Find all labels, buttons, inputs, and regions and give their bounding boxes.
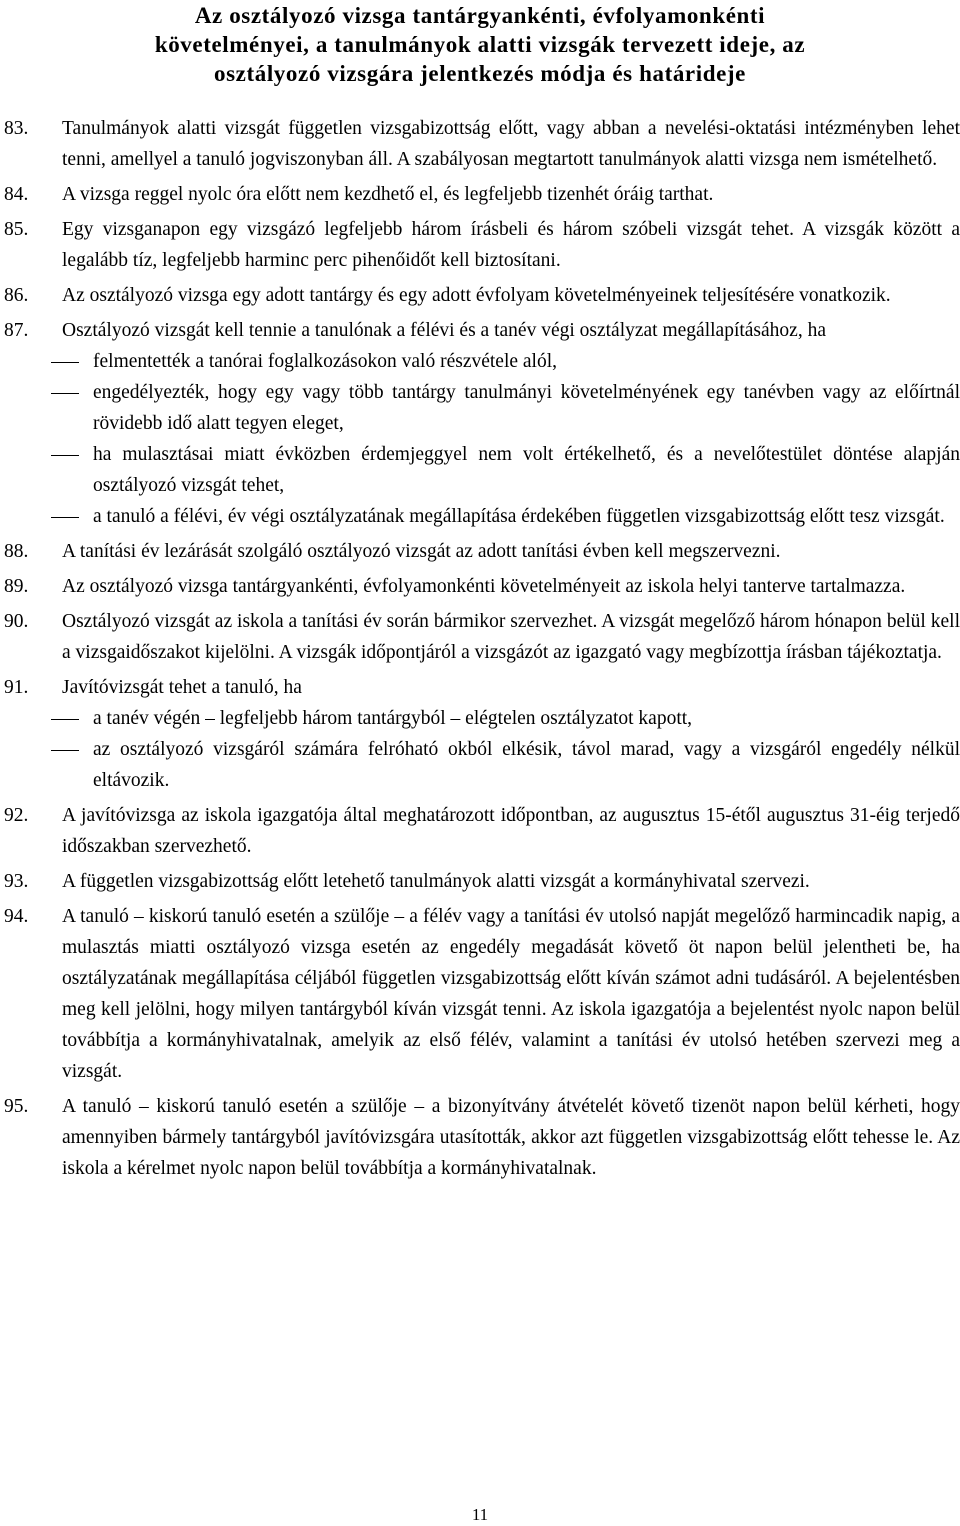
list-item xyxy=(4,1091,960,1184)
item-number: 90. xyxy=(4,611,29,632)
list-item xyxy=(4,672,960,796)
dash-item-text: engedélyezték, hogy egy vagy több tantárgy tanulmányi követelményének egy tanévben vagy az előírtnál rövidebb idő alatt tegyen eleget, xyxy=(93,382,960,434)
item-number: 83. xyxy=(4,118,29,139)
list-item xyxy=(4,113,960,175)
dash-bullet-icon xyxy=(51,362,79,363)
dash-list-item xyxy=(4,439,960,501)
item-number: 86. xyxy=(4,285,29,306)
item-text: A tanuló – kiskorú tanuló esetén a szülője – a félév vagy a tanítási év utolsó napját megelőző harmincadik napig, a mulasztás miatti osztályozó vizsga esetén az engedély megadását követő öt napon belül jelentheti be, ha osztályzatának megállapítása céljából független vizsgabizottság előtt kíván számot adni tudásáról. A bejelentésben meg kell jelölni, hogy milyen tantárgyból kíván vizsgát tenni. Az iskola igazgatója a bejelentést nyolc napon belül továbbítja a kormányhivatalnak, amelyik az első félév, valamint a tanítási év utolsó hetében szervezi meg a vizsgát. xyxy=(62,906,960,1082)
item-number: 92. xyxy=(4,805,29,826)
title-line-2: követelményei, a tanulmányok alatti vizsgák tervezett ideje, az xyxy=(154,32,806,57)
title-line-3: osztályozó vizsgára jelentkezés módja és határideje xyxy=(214,61,746,86)
item-number: 88. xyxy=(4,541,29,562)
dash-item-text: felmentették a tanórai foglalkozásokon való részvétele alól, xyxy=(93,351,558,372)
item-number: 89. xyxy=(4,576,29,597)
dash-bullet-icon xyxy=(51,750,79,751)
dash-item-text: a tanuló a félévi, év végi osztályzatának megállapítása érdekében független vizsgabizottság előtt tesz vizsgát. xyxy=(93,506,945,527)
list-item xyxy=(4,315,960,532)
list-item xyxy=(4,800,960,862)
dash-list-item xyxy=(4,377,960,439)
list-item xyxy=(4,214,960,276)
list-item xyxy=(4,536,960,567)
dash-item-text: ha mulasztásai miatt évközben érdemjeggyel nem volt értékelhető, és a nevelőtestület döntése alapján osztályozó vizsgát tehet, xyxy=(93,444,960,496)
dash-list-item xyxy=(4,734,960,796)
dash-bullet-icon xyxy=(51,455,79,456)
dash-list-item xyxy=(4,703,960,734)
item-number: 91. xyxy=(4,677,29,698)
list-item xyxy=(4,571,960,602)
dash-list-item xyxy=(4,501,960,532)
item-text: Osztályozó vizsgát kell tennie a tanulónak a félévi és a tanév végi osztályzat megállapításához, ha xyxy=(62,320,826,341)
item-text: Az osztályozó vizsga egy adott tantárgy és egy adott évfolyam követelményeinek teljesítésére vonatkozik. xyxy=(62,285,891,306)
list-item xyxy=(4,179,960,210)
item-number: 85. xyxy=(4,219,29,240)
item-text: Az osztályozó vizsga tantárgyankénti, évfolyamonkénti követelményeit az iskola helyi tanterve tartalmazza. xyxy=(62,576,906,597)
item-text: A tanuló – kiskorú tanuló esetén a szülője – a bizonyítvány átvételét követő tizenöt napon belül kérheti, hogy amennyiben bármely tantárgyból javítóvizsgára utasították, akkor azt független vizsgabizottság előtt tehesse le. Az iskola a kérelmet nyolc napon belül továbbítja a kormányhivatalnak. xyxy=(62,1096,960,1179)
title-line-1: Az osztályozó vizsga tantárgyankénti, évfolyamonkénti xyxy=(194,3,766,28)
item-text: A tanítási év lezárását szolgáló osztályozó vizsgát az adott tanítási évben kell megszervezni. xyxy=(62,541,781,562)
item-text: A független vizsgabizottság előtt letehető tanulmányok alatti vizsgát a kormányhivatal szervezi. xyxy=(62,871,810,892)
dash-bullet-icon xyxy=(51,517,79,518)
list-item xyxy=(4,606,960,668)
numbered-list xyxy=(4,113,960,1188)
item-number: 94. xyxy=(4,906,29,927)
list-item xyxy=(4,866,960,897)
item-text: A javítóvizsga az iskola igazgatója által meghatározott időpontban, az augusztus 15-étől augusztus 31-éig terjedő időszakban szervezhető. xyxy=(62,805,960,857)
dash-item-text: az osztályozó vizsgáról számára felróható okból elkésik, távol marad, vagy a vizsgáról engedély nélkül eltávozik. xyxy=(93,739,960,791)
item-number: 87. xyxy=(4,320,29,341)
item-text: Egy vizsganapon egy vizsgázó legfeljebb három írásbeli és három szóbeli vizsgát tehet. A vizsgák között a legalább tíz, legfeljebb harminc perc pihenőidőt kell biztosítani. xyxy=(62,219,960,271)
item-number: 93. xyxy=(4,871,29,892)
dash-bullet-icon xyxy=(51,393,79,394)
item-text: A vizsga reggel nyolc óra előtt nem kezdhető el, és legfeljebb tizenhét óráig tarthat. xyxy=(62,184,714,205)
dash-item-text: a tanév végén – legfeljebb három tantárgyból – elégtelen osztályzatot kapott, xyxy=(93,708,693,729)
item-number: 95. xyxy=(4,1096,29,1117)
page-number: 11 xyxy=(471,1505,489,1524)
list-item xyxy=(4,901,960,1087)
item-text: Tanulmányok alatti vizsgát független vizsgabizottság előtt, vagy abban a nevelési-oktatási intézményben lehet tenni, amellyel a tanuló jogviszonyban áll. A szabályosan megtartott tanulmányok alatti vizsga nem ismételhető. xyxy=(62,118,960,170)
list-item xyxy=(4,280,960,311)
dash-bullet-icon xyxy=(51,719,79,720)
item-text: Osztályozó vizsgát az iskola a tanítási év során bármikor szervezhet. A vizsgát megelőző három hónapon belül kell a vizsgaidőszakot kijelölni. A vizsgák időpontjáról a vizsgázót az igazgató vagy megbízottja írásban tájékoztatja. xyxy=(62,611,960,663)
dash-list-item xyxy=(4,346,960,377)
page-title xyxy=(0,1,960,88)
item-number: 84. xyxy=(4,184,29,205)
item-text: Javítóvizsgát tehet a tanuló, ha xyxy=(62,677,302,698)
